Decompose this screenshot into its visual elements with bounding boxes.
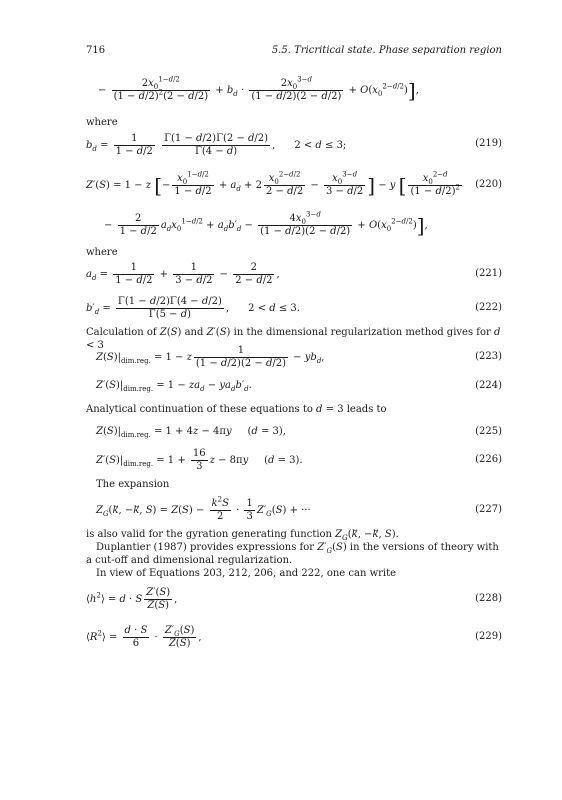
equation-228 (86, 584, 502, 614)
equation-220-continuation (86, 210, 502, 240)
equation-number: (222) (475, 302, 502, 313)
equation-227 (86, 496, 502, 524)
paragraph-calculation: Calculation of Z(S) and Z′(S) in the dimensional regularization method gives for d < 3 (86, 327, 501, 351)
paragraph-where-1: where (86, 117, 118, 128)
equation-number: (229) (475, 631, 502, 642)
equation-expression: $Z'(S)|_{dim.reg.} = 1 - za_d - ya_db'_d$. (96, 380, 252, 393)
equation-number: (226) (475, 454, 502, 465)
equation-expression: $b_d$ = $\frac{1}{1 - d/2}$ $\frac{\Gamma(1 - d/2)\Gamma(2 - d/2)}{\Gamma(4 - d)}$ , 2 < d ≤ 3; (86, 133, 347, 157)
equation-expression: $Z(S)|_{dim.reg.} = 1 - z$ $\frac{1}{(1 - d/2)(2 - d/2)}$ − $yb_d$, (96, 345, 325, 369)
running-header (86, 44, 502, 58)
equation-expression: − $\frac{2x_0^{1-d/2}}{(1 - d/2)^2(2 - d/2)}$ + $b_d$ · $\frac{2x_0^{3-d}}{(1 - d/2)(2 - d/2)}$ + $O(x_0^{2-d/2})$], (98, 75, 419, 103)
equation-expression: $Z'(S)|_{dim.reg.} = 1$ + $\frac{16}{3}$ z − 8πy (d = 3). (96, 448, 303, 472)
equation-number: (223) (475, 351, 502, 362)
equation-expression: $Z(S)|_{dim.reg.} = 1 + 4z - 4\pi y$ (d = 3), (96, 426, 286, 439)
equation-224 (86, 378, 502, 394)
equation-expression: $b'_d$ = $\frac{\Gamma(1 - d/2)\Gamma(4 - d/2)}{\Gamma(5 - d)}$ , 2 < d ≤ 3. (86, 296, 300, 320)
equation-number: (225) (475, 426, 502, 437)
equation-225 (86, 424, 502, 440)
equation-expression: − $\frac{2}{1 - d/2}$ $a_dx_0^{1-d/2} + a_db'_d$ − $\frac{4x_0^{3-d}}{(1 - d/2)(2 - d/2)}$ + $O(x_0^{2-d/2})$], (104, 210, 428, 238)
equation-219 (86, 130, 502, 158)
paragraph-in-view: In view of Equations 203, 212, 206, and 222, one can write (96, 568, 397, 579)
equation-226 (86, 446, 502, 474)
equation-number: (220) (475, 179, 502, 190)
equation-expression: Z′(S) = 1 − z [− $\frac{x_0^{1-d/2}}{1 - d/2}$ + $a_d + 2$ $\frac{x_0^{2-d/2}}{2 - d/2}$ − $\frac{x_0^{3-d}}{3 - d/2}$ ] − y [ $\frac{x_0^{2-d}}{(1 - d/2)^2}$ (86, 170, 460, 198)
equation-expression: $⟨R^2⟩$ = $\frac{d \cdot S}{6}$ · $\frac{Z'_G(S)}{Z(S)}$ , (86, 625, 202, 649)
equation-number: (221) (475, 268, 502, 279)
equation-221 (86, 260, 502, 288)
paragraph-expansion: The expansion (96, 479, 170, 490)
equation-expression: $⟨h^2⟩ = d \cdot S$ $\frac{Z'(S)}{Z(S)}$ , (86, 587, 178, 611)
equation-229 (86, 622, 502, 652)
equation-number: (219) (475, 138, 502, 149)
equation-218-continuation (86, 74, 502, 104)
equation-expression: $Z_G(k⃗$, −k⃗, S) = Z(S) − $\frac{k^2S}{2}$ · $\frac{1}{3}$ $Z'_G(S)$ + ··· (96, 495, 311, 522)
paragraph-duplantier: Duplantier (1987) provides expressions for $Z'_G(S)$ in the versions of theory with a cut-off and dimensional regularization. (86, 542, 499, 566)
equation-number: (224) (475, 380, 502, 391)
equation-222 (86, 294, 502, 322)
equation-number: (228) (475, 593, 502, 604)
equation-expression: $a_d$ = $\frac{1}{1 - d/2}$ + $\frac{1}{3 - d/2}$ − $\frac{2}{2 - d/2}$ , (86, 262, 280, 286)
equation-220 (86, 170, 502, 200)
section-title: 5.5. Tricritical state. Phase separation region (271, 45, 502, 56)
equation-223 (86, 342, 502, 372)
paragraph-gyration: is also valid for the gyration generating function $Z_G(k⃗$, −k⃗, S). (86, 529, 399, 542)
paragraph-analytic: Analytical continuation of these equations to d = 3 leads to (86, 404, 387, 415)
paragraph-where-2: where (86, 247, 118, 258)
equation-number: (227) (475, 504, 502, 515)
page-number: 716 (86, 45, 106, 56)
